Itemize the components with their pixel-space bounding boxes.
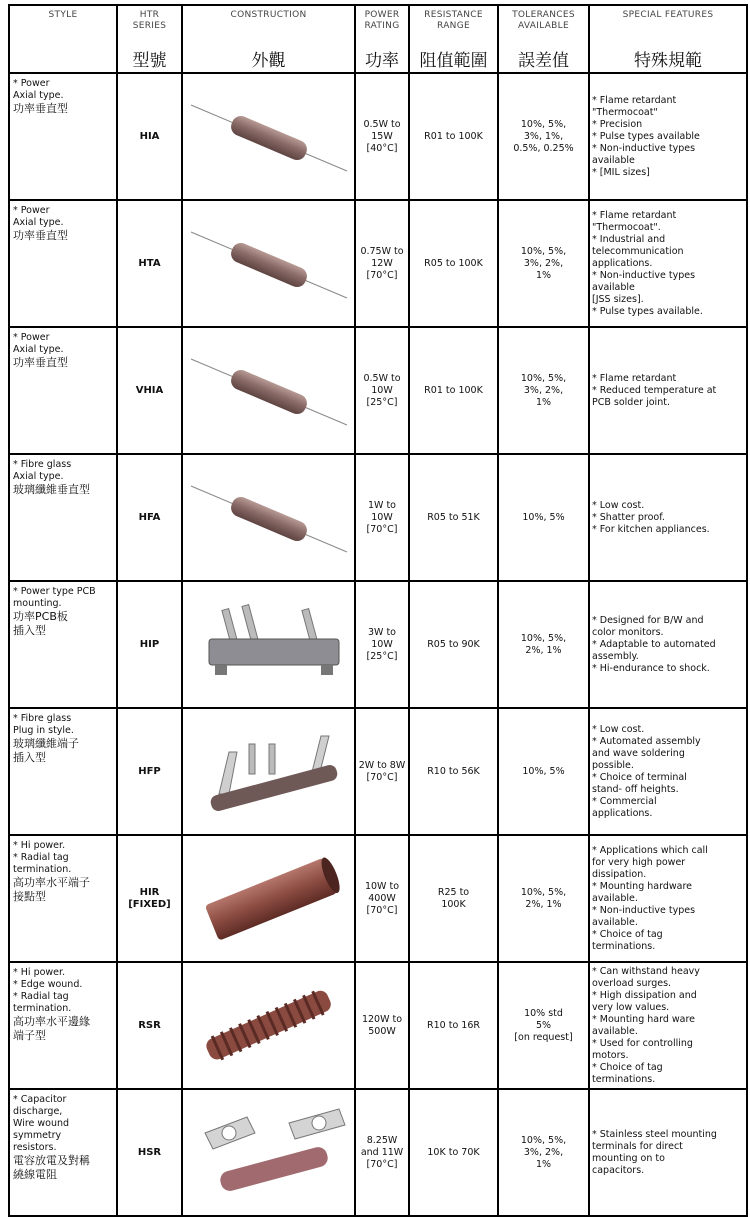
header-style: STYLE <box>9 5 117 44</box>
resistance-cell: R10 to 56K <box>409 708 498 835</box>
features-cell: * Flame retardant "Thermocoat" * Precision * Pulse types available * Non-inductive types available * [MIL sizes] <box>589 73 747 200</box>
table-row <box>9 200 747 327</box>
style-cell <box>9 200 117 327</box>
header-features-zh: 特殊規範 <box>589 44 747 73</box>
header-power: POWER RATING <box>355 5 409 44</box>
style-cell <box>9 327 117 454</box>
style-text: * Hi power. * Edge wound. * Radial tag termination. <box>13 967 83 1014</box>
features-cell: * Flame retardant "Thermocoat". * Industrial and telecommunication applications. * Non-inductive types available [JSS sizes]. * Pulse types available. <box>589 200 747 327</box>
pcb-resistor-icon <box>183 595 354 695</box>
table-row <box>9 1089 747 1216</box>
series-cell: HFP <box>117 708 182 835</box>
table-row <box>9 835 747 962</box>
power-cell: 1W to 10W [70°C] <box>355 454 409 581</box>
features-cell: * Can withstand heavy overload surges. * High dissipation and very low values. * Mounting hard ware available. * Used for controlling motors. * Choice of tag terminations. <box>589 962 747 1089</box>
bracket-resistor-icon <box>183 1103 354 1203</box>
features-cell: * Applications which call for very high power dissipation. * Mounting hardware available. * Non-inductive types available. * Choice of tag terminations. <box>589 835 747 962</box>
series-cell: HIR [FIXED] <box>117 835 182 962</box>
style-cell <box>9 708 117 835</box>
header-resistance-zh: 阻值範圍 <box>409 44 498 73</box>
power-cell: 120W to 500W <box>355 962 409 1089</box>
style-text: * Power Axial type. <box>13 78 64 101</box>
style-zh-text: 玻璃纖維垂直型 <box>13 483 90 496</box>
style-cell <box>9 1089 117 1216</box>
construction-cell <box>182 581 355 708</box>
style-zh-text: 高功率水平端子 接點型 <box>13 876 90 903</box>
series-cell: HTA <box>117 200 182 327</box>
header-style-zh <box>9 44 117 73</box>
construction-cell <box>182 708 355 835</box>
tube-resistor-icon <box>183 849 354 949</box>
table-row <box>9 327 747 454</box>
resistance-cell: R01 to 100K <box>409 327 498 454</box>
construction-cell <box>182 73 355 200</box>
header-resistance: RESISTANCE RANGE <box>409 5 498 44</box>
tolerance-cell: 10%, 5%, 2%, 1% <box>498 581 589 708</box>
construction-cell <box>182 1089 355 1216</box>
table-row <box>9 962 747 1089</box>
header-construction: CONSTRUCTION <box>182 5 355 44</box>
features-cell: * Stainless steel mounting terminals for direct mounting on to capacitors. <box>589 1089 747 1216</box>
tolerance-cell: 10%, 5% <box>498 708 589 835</box>
header-features: SPECIAL FEATURES <box>589 5 747 44</box>
header-power-zh: 功率 <box>355 44 409 73</box>
header-series-zh: 型號 <box>117 44 182 73</box>
series-cell: HIP <box>117 581 182 708</box>
style-cell <box>9 581 117 708</box>
series-cell: HSR <box>117 1089 182 1216</box>
style-text: * Power type PCB mounting. <box>13 586 96 609</box>
axial-resistor-icon <box>183 468 354 568</box>
style-cell <box>9 73 117 200</box>
axial-resistor-icon <box>183 341 354 441</box>
style-zh-text: 玻璃纖維端子 插入型 <box>13 737 79 764</box>
tolerance-cell: 10%, 5%, 2%, 1% <box>498 835 589 962</box>
plug-in-resistor-icon <box>183 722 354 822</box>
power-cell: 10W to 400W [70°C] <box>355 835 409 962</box>
resistance-cell: R05 to 100K <box>409 200 498 327</box>
axial-resistor-icon <box>183 87 354 187</box>
style-text: * Power Axial type. <box>13 332 64 355</box>
style-text: * Hi power. * Radial tag termination. <box>13 840 72 875</box>
power-cell: 8.25W and 11W [70°C] <box>355 1089 409 1216</box>
header-tolerances: TOLERANCES AVAILABLE <box>498 5 589 44</box>
power-cell: 2W to 8W [70°C] <box>355 708 409 835</box>
resistance-cell: R10 to 16R <box>409 962 498 1089</box>
style-cell <box>9 454 117 581</box>
style-cell <box>9 835 117 962</box>
table-row <box>9 454 747 581</box>
resistance-cell: R25 to 100K <box>409 835 498 962</box>
style-text: * Fibre glass Plug in style. <box>13 713 74 736</box>
tolerance-cell: 10%, 5%, 3%, 1%, 0.5%, 0.25% <box>498 73 589 200</box>
style-zh-text: 功率PCB板 插入型 <box>13 610 68 637</box>
style-zh-text: 電容放電及對稱 繞線電阻 <box>13 1154 90 1181</box>
style-text: * Capacitor discharge, Wire wound symmetry resistors. <box>13 1094 70 1153</box>
tolerance-cell: 10%, 5%, 3%, 2%, 1% <box>498 327 589 454</box>
tolerance-cell: 10%, 5% <box>498 454 589 581</box>
construction-cell <box>182 835 355 962</box>
resistor-spec-table <box>8 4 748 1217</box>
construction-cell <box>182 327 355 454</box>
style-zh-text: 功率垂直型 <box>13 102 68 115</box>
header-tolerances-zh: 誤差值 <box>498 44 589 73</box>
style-zh-text: 功率垂直型 <box>13 229 68 242</box>
series-cell: RSR <box>117 962 182 1089</box>
construction-cell <box>182 962 355 1089</box>
features-cell: * Low cost. * Shatter proof. * For kitchen appliances. <box>589 454 747 581</box>
header-series: HTR SERIES <box>117 5 182 44</box>
construction-cell <box>182 200 355 327</box>
series-cell: HIA <box>117 73 182 200</box>
features-cell: * Flame retardant * Reduced temperature at PCB solder joint. <box>589 327 747 454</box>
features-cell: * Designed for B/W and color monitors. * Adaptable to automated assembly. * Hi-endurance to shock. <box>589 581 747 708</box>
style-text: * Power Axial type. <box>13 205 64 228</box>
series-cell: VHIA <box>117 327 182 454</box>
tolerance-cell: 10%, 5%, 3%, 2%, 1% <box>498 200 589 327</box>
power-cell: 0.5W to 10W [25°C] <box>355 327 409 454</box>
style-zh-text: 功率垂直型 <box>13 356 68 369</box>
power-cell: 0.5W to 15W [40°C] <box>355 73 409 200</box>
power-cell: 3W to 10W [25°C] <box>355 581 409 708</box>
style-zh-text: 高功率水平邊緣 端子型 <box>13 1015 90 1042</box>
edge-wound-resistor-icon <box>183 976 354 1076</box>
table-row <box>9 708 747 835</box>
tolerance-cell: 10% std 5% [on request] <box>498 962 589 1089</box>
header-construction-zh: 外觀 <box>182 44 355 73</box>
resistance-cell: 10K to 70K <box>409 1089 498 1216</box>
style-text: * Fibre glass Axial type. <box>13 459 72 482</box>
resistance-cell: R01 to 100K <box>409 73 498 200</box>
construction-cell <box>182 454 355 581</box>
style-cell <box>9 962 117 1089</box>
series-cell: HFA <box>117 454 182 581</box>
table-row <box>9 581 747 708</box>
resistance-cell: R05 to 90K <box>409 581 498 708</box>
features-cell: * Low cost. * Automated assembly and wave soldering possible. * Choice of terminal stand- off heights. * Commercial applications. <box>589 708 747 835</box>
tolerance-cell: 10%, 5%, 3%, 2%, 1% <box>498 1089 589 1216</box>
resistance-cell: R05 to 51K <box>409 454 498 581</box>
axial-resistor-icon <box>183 214 354 314</box>
power-cell: 0.75W to 12W [70°C] <box>355 200 409 327</box>
table-row <box>9 73 747 200</box>
